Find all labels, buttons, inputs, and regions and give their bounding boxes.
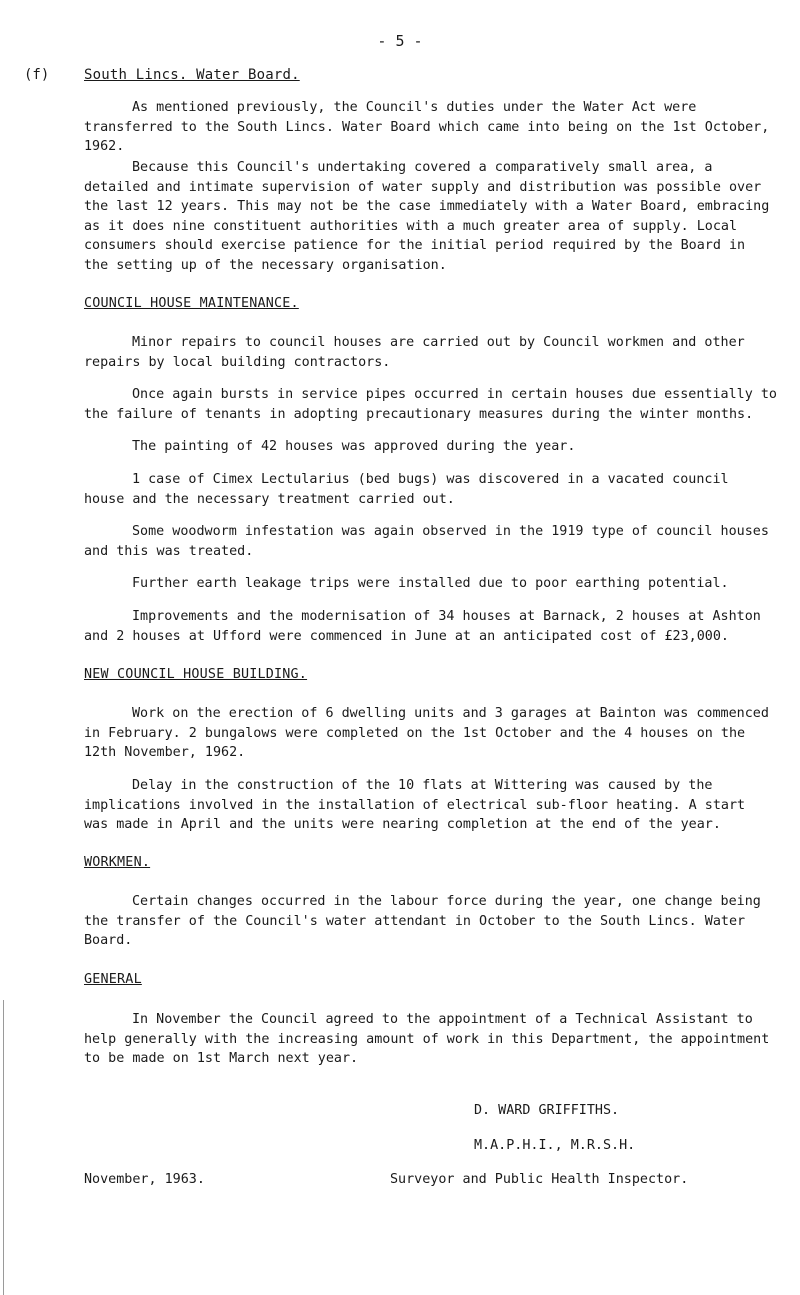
workmen-paragraph-1: Certain changes occurred in the labour force during the year, one change being the transfer of the Council's water attendant in October to the South Lincs. Water Board.	[84, 894, 761, 948]
maintenance-paragraph-7: Improvements and the modernisation of 34 houses at Barnack, 2 houses at Ashton and 2 houses at Ufford were commenced in June at an anticipated cost of £23,000.	[84, 609, 761, 644]
new-building-paragraph-2: Delay in the construction of the 10 flats at Wittering was caused by the implications involved in the installation of electrical sub-floor heating. A start was made in April and the units were nearing completion at the end of the year.	[84, 778, 746, 832]
general-paragraph-1: In November the Council agreed to the appointment of a Technical Assistant to help generally with the increasing amount of work in this Department, the appointment to be made on 1st March next year.	[84, 1012, 770, 1066]
maintenance-paragraph-2: Once again bursts in service pipes occurred in certain houses due essentially to the failure of tenants in adopting precautionary measures during the winter months.	[84, 387, 777, 422]
section-f-paragraph-2: Because this Council's undertaking covered a comparatively small area, a detailed and intimate supervision of water supply and distribution was possible over the last 12 years. This may not be the case immediately with a Water Board, embracing as it does nine constituent authorities with a much greater area of supply. Local consumers should exercise patience for the initial period required by the Board in the setting up of the necessary organisation.	[84, 160, 770, 273]
section-letter: (f)	[24, 67, 50, 83]
workmen-heading: WORKMEN.	[84, 855, 151, 870]
signature-name: D. WARD GRIFFITHS.	[474, 1103, 620, 1118]
council-house-maintenance-heading: COUNCIL HOUSE MAINTENANCE.	[84, 296, 299, 311]
maintenance-paragraph-6: Further earth leakage trips were installed due to poor earthing potential.	[132, 576, 729, 591]
signature-date: November, 1963.	[84, 1172, 205, 1187]
signature-title: Surveyor and Public Health Inspector.	[390, 1172, 689, 1187]
section-f-paragraph-1: As mentioned previously, the Council's duties under the Water Act were transferred to the South Lincs. Water Board which came into being on the 1st October, 1962.	[84, 100, 770, 154]
maintenance-paragraph-4: 1 case of Cimex Lectularius (bed bugs) was discovered in a vacated council house and the necessary treatment carried out.	[84, 472, 729, 507]
scan-edge-line	[3, 1000, 4, 1295]
maintenance-paragraph-5: Some woodworm infestation was again observed in the 1919 type of council houses and this was treated.	[84, 524, 769, 559]
page-number: - 5 -	[377, 32, 423, 50]
maintenance-paragraph-3: The painting of 42 houses was approved during the year.	[132, 439, 576, 454]
section-f-heading-row	[24, 66, 300, 85]
signature-qualifications: M.A.P.H.I., M.R.S.H.	[474, 1138, 636, 1153]
new-building-paragraph-1: Work on the erection of 6 dwelling units and 3 garages at Bainton was commenced in February. 2 bungalows were completed on the 1st October and the 4 houses on the 12th November, 1962.	[84, 706, 769, 760]
section-f-heading: South Lincs. Water Board.	[84, 67, 300, 83]
new-council-house-building-heading: NEW COUNCIL HOUSE BUILDING.	[84, 667, 308, 682]
general-heading: GENERAL	[84, 972, 142, 987]
maintenance-paragraph-1: Minor repairs to council houses are carried out by Council workmen and other repairs by local building contractors.	[84, 335, 745, 370]
